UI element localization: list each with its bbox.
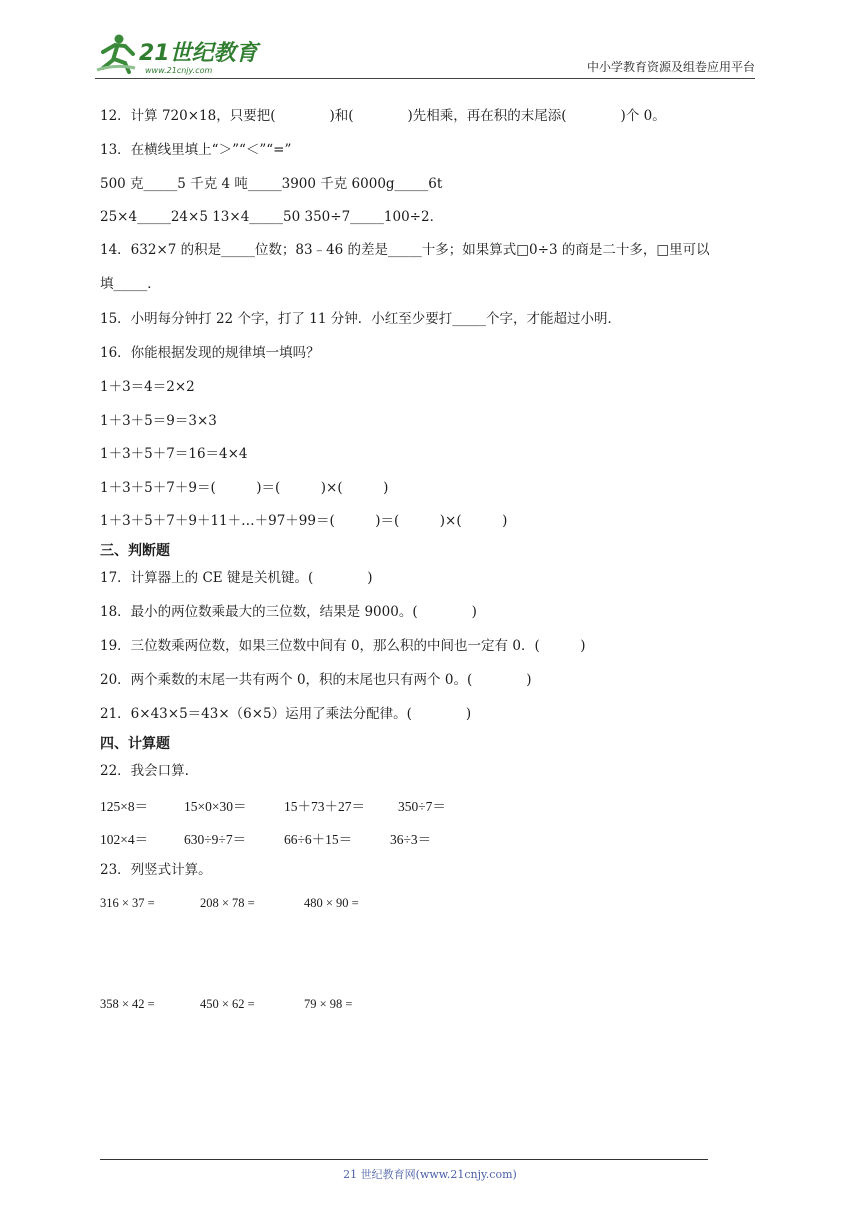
svg-text:www.21cnjy.com: www.21cnjy.com (145, 66, 213, 75)
pattern-line-2: 1＋3＋5＝9＝3×3 (100, 413, 217, 429)
question-21: 21．6×43×5＝43×（6×5）运用了乘法分配律。( ) (100, 706, 472, 722)
pattern-line-3: 1＋3＋5＋7＝16＝4×4 (100, 446, 248, 462)
oral-item: 630÷9÷7＝ (184, 832, 247, 847)
section-title-judge: 三、判断题 (100, 543, 170, 559)
question-22: 22．我会口算. (100, 763, 189, 779)
vertical-calc-item: 450 × 62 = (200, 997, 255, 1011)
question-16: 16．你能根据发现的规律填一填吗？ (100, 345, 320, 361)
page-header (95, 30, 755, 79)
question-13: 13．在横线里填上“＞”“＜”“=” (100, 142, 292, 158)
pattern-line-4: 1＋3＋5＋7＋9＝( )＝( )×( ) (100, 480, 389, 496)
oral-item: 66÷6＋15＝ (284, 832, 353, 847)
question-23: 23．列竖式计算。 (100, 862, 212, 878)
oral-item: 102×4＝ (100, 832, 149, 847)
pattern-line-5: 1＋3＋5＋7＋9＋11＋…＋97＋99＝( )＝( )×( ) (100, 513, 508, 529)
vertical-calc-item: 208 × 78 = (200, 896, 255, 910)
vertical-calc-item: 79 × 98 = (304, 997, 353, 1011)
logo (95, 30, 265, 76)
question-17: 17．计算器上的 CE 键是关机键。( ) (100, 570, 373, 586)
question-12: 12．计算 720×18，只要把( )和( )先相乘，再在积的末尾添( )个 0。 (100, 108, 666, 124)
footer-text: 21 世纪教育网(www.21cnjy.com) (343, 1168, 517, 1181)
oral-item: 350÷7＝ (398, 799, 446, 814)
vertical-calc-item: 358 × 42 = (100, 997, 155, 1011)
question-19: 19．三位数乘两位数，如果三位数中间有 0，那么积的中间也一定有 0．( ) (100, 638, 586, 654)
oral-item: 36÷3＝ (390, 832, 432, 847)
question-18: 18．最小的两位数乘最大的三位数，结果是 9000。( ) (100, 604, 477, 620)
question-13-row-1: 500 克_____5 千克 4 吨_____3900 千克 6000g_____6t (100, 176, 443, 192)
section-title-calc: 四、计算题 (100, 736, 170, 752)
question-14-cont: 填_____． (100, 276, 161, 292)
question-15: 15．小明每分钟打 22 个字，打了 11 分钟．小红至少要打_____个字，才能超过小明． (100, 311, 621, 327)
footer-divider (100, 1159, 708, 1160)
oral-item: 125×8＝ (100, 799, 149, 814)
header-platform-text: 中小学教育资源及组卷应用平台 (586, 60, 755, 74)
question-14: 14．632×7 的积是_____位数；83﹣46 的差是_____十多；如果算式□0÷3 的商是二十多，□里可以 (100, 242, 710, 258)
question-20: 20．两个乘数的末尾一共有两个 0，积的末尾也只有两个 0。( ) (100, 672, 532, 688)
question-13-row-2: 25×4_____24×5 13×4_____50 350÷7_____100÷2． (100, 209, 444, 225)
vertical-calc-item: 316 × 37 = (100, 896, 155, 910)
pattern-line-1: 1＋3＝4＝2×2 (100, 379, 195, 395)
oral-item: 15＋73＋27＝ (284, 799, 365, 814)
vertical-calc-item: 480 × 90 = (304, 896, 359, 910)
oral-item: 15×0×30＝ (184, 799, 247, 814)
svg-text:21世纪教育: 21世纪教育 (139, 41, 258, 66)
